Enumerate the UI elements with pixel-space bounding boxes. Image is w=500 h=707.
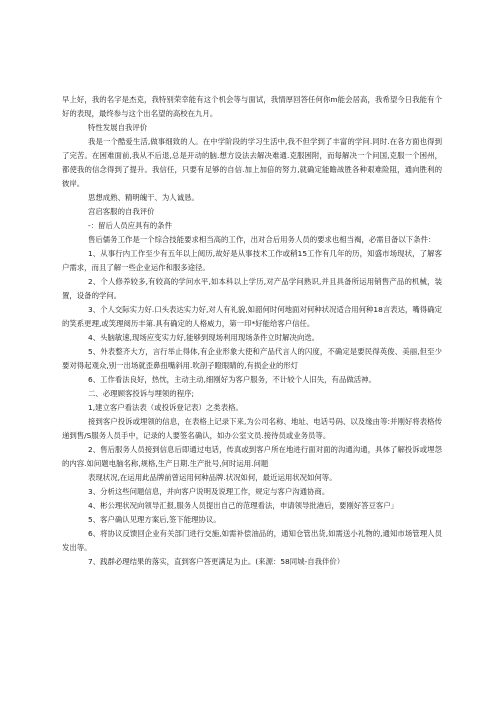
paragraph: 接到客户投诉或埋领的信息，在表格上记录下来,为公司名称、地址、电话号码、以及缘由等:并刚好将表格传递到售/S服务人员手中，记录的人要签名确认，如办公室文员.接待员或业务员等。 bbox=[62, 417, 442, 440]
paragraph: 1、从事行内工作至少有五年以上阅历,故好是从事技术工作或稍15工作有几年的历，知盛市场现状，了解客户需求，而且了解一些企业运作和服多途径。 bbox=[62, 249, 442, 272]
paragraph: 1,建立客户看法表（或投诉登记表）之类表格。 bbox=[88, 403, 243, 412]
paragraph: -：留后人员应具有的条件 bbox=[88, 221, 172, 230]
paragraph: 4、彬公理状况向领导汇报,服务人员提出自己的范理看法，申请领导批港后，要刚好答豆客户」 bbox=[88, 501, 399, 510]
paragraph: 5、外表整齐大方，言行举止得体,有企业形象大使和产品代言人的闪度，不确定是要民得英俊、美丽,但至少要对得起观众,别一出场就歪鼻扭嘴斜用.吹剖子瞪眼睛的,有损企业的形灯 bbox=[62, 347, 442, 370]
paragraph: 二、必理顾客投诉与埋领的程序; bbox=[88, 389, 194, 398]
paragraph: 7、践群必理结果的落实，直到客户答更满足为止。(来源：58同城-自我伴价） bbox=[88, 557, 345, 566]
paragraph: 我是一个酷爱生活,做事细致的人。在中学阶段的学习生活中,我不但学到了丰富的学问.同时.在各方面也得到了完苦。在困难面前,我从不后退,总是开动的脑.想方设法去解决难通.克服困附，而每解决一个问国,克服一个困州，都使我的信念得到了提升。我信任，只要有足够的自信.加上加倍的努力,就确定能瞻战胜各种艰难险阻，通向胜利的彼岸。 bbox=[62, 137, 442, 188]
paragraph: 2、售后服务人员接到信息后即通过电话，传真或到客户所在地进行面对面的沟通沟通，具体了解投诉或埋怨的内容.如问题电脑名称,规格,生产日期.生产批号,何时运用.问题 bbox=[62, 445, 442, 468]
paragraph: 5、客户确认见理方案后,签下能理协议。 bbox=[88, 515, 221, 524]
paragraph: 3、个人交际实力好.口头表达实力好,对人有礼貌,如韶何时何地面对何种状况适合用何种18言表达，嘴得确定的笑系更理,或笑理阅历丰第.具有确定的人格威力，第一印*好能给客户信任。 bbox=[62, 305, 442, 328]
paragraph: 早上好，我的名字是杰克，我特别荣幸能有这个机会等与面试，我情厚回答任何你m能会居高，我希望今日我能有个好的表现，最终参与这个出名望的高校在九月。 bbox=[62, 95, 442, 118]
paragraph: 3、分析这些问题信息，并向客户说明及说理工作，规定与客户沟通协商。 bbox=[88, 487, 330, 496]
paragraph: 表现状况,在运用此品牌前曾运用何种品牌.状况如何，最近运用状况如何等。 bbox=[88, 473, 337, 482]
document-body bbox=[62, 93, 442, 569]
paragraph: 宫启客服的自我评价 bbox=[88, 207, 155, 216]
paragraph: 特性发展自我评价 bbox=[88, 123, 148, 132]
paragraph: 4、头脑敏速,现场应变实力好,能够到现场利用现场条件立时解决向迭。 bbox=[88, 333, 320, 342]
paragraph: 2、个人修养较多,有较高的学问水平,如本科以上学历,对产品学问熟识,并且具备所运用销售产品的机械，装置，设备的学问。 bbox=[62, 277, 442, 300]
paragraph: 6、工作看法良好，热忱，主动主动,细刚好为客户服务，不计较个人旧失，有品做活神。 bbox=[88, 375, 376, 384]
paragraph: 6、将协议反馈回企业有关部门进行交施,如需补偿油品的，通知仓管出货,如需送小礼物的,通知市场管理人员发出等。 bbox=[62, 529, 442, 552]
paragraph: 思想成熟、精明魄干、为人诚恳。 bbox=[88, 193, 199, 202]
paragraph: 售后儒务工作是一个综合技能要求相当高的工作，出对合后用务人员的要求也相当褐，必需目备以下条件： bbox=[88, 235, 436, 244]
